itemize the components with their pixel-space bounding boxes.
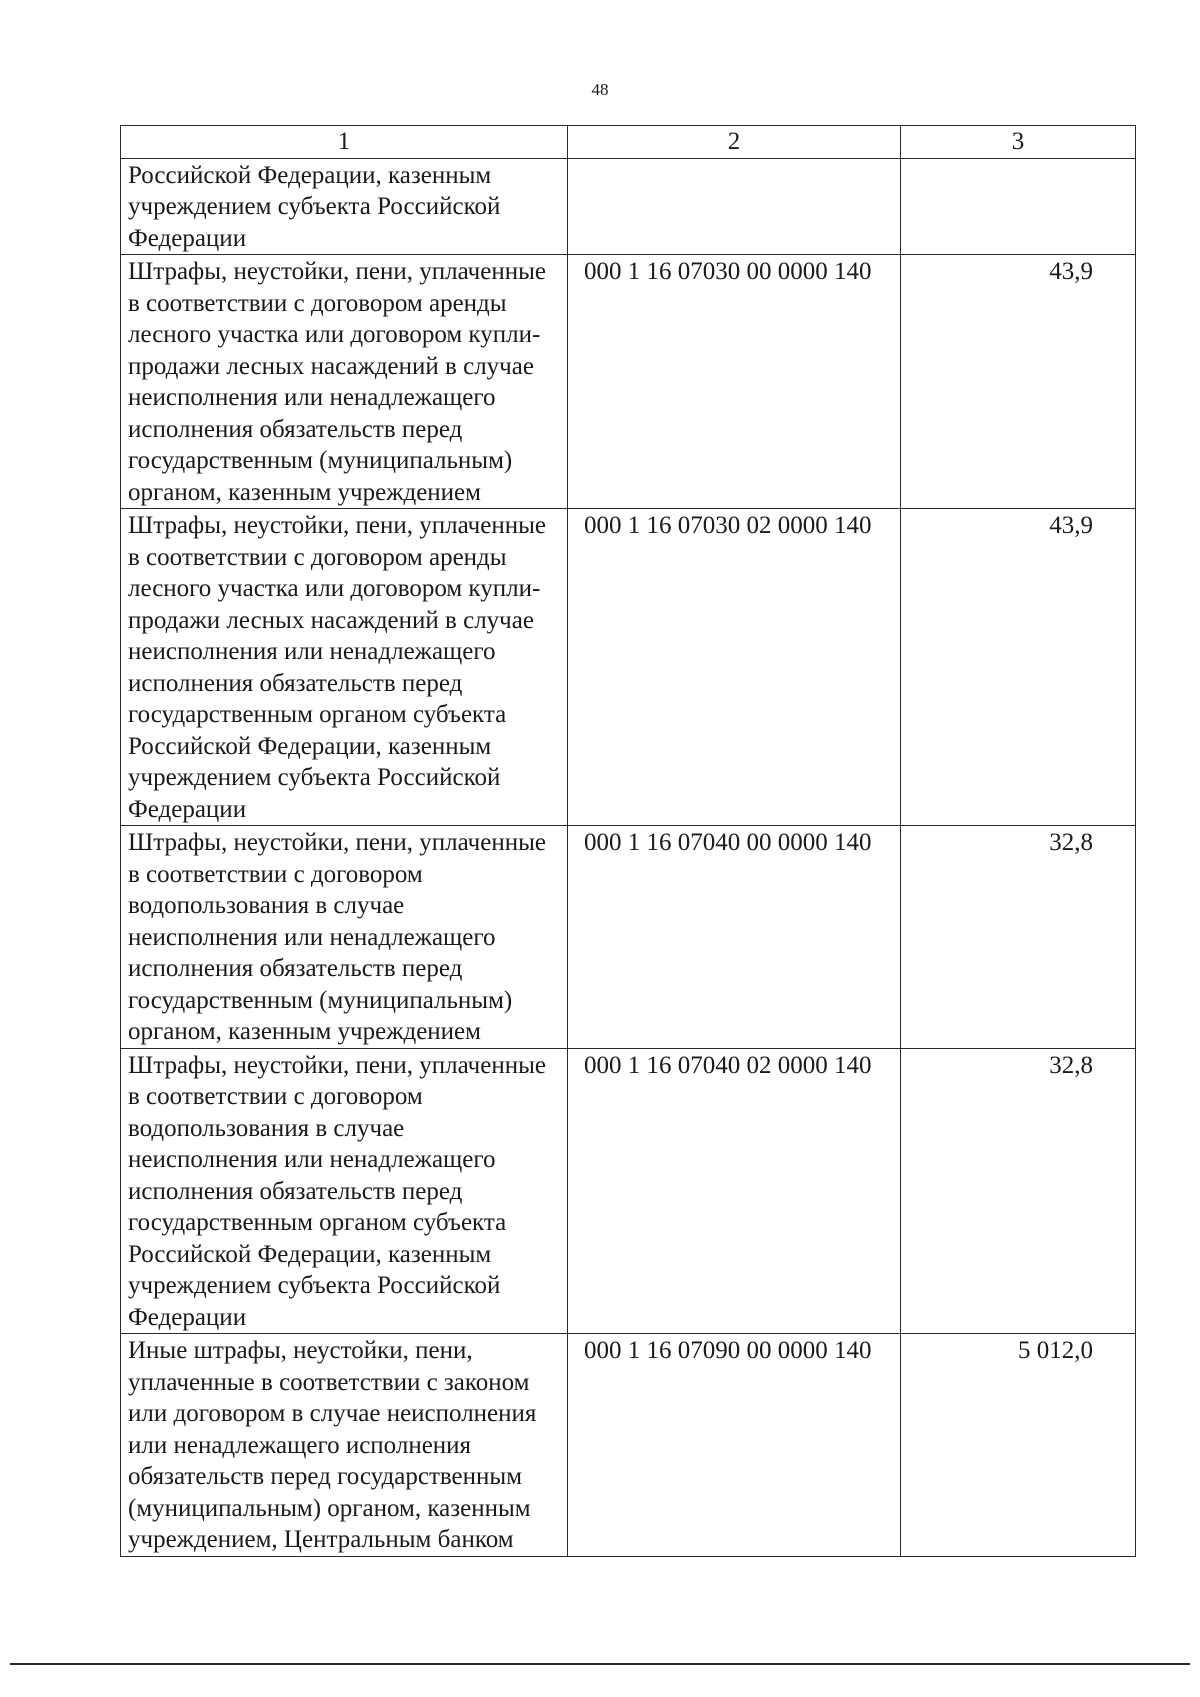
code-cell: 000 1 16 07040 00 0000 140 [568, 826, 901, 1049]
description-line: в соответствии с договором [128, 1083, 423, 1110]
description-line: Штрафы, неустойки, пени, уплаченные [128, 829, 546, 856]
description-line: Иные штрафы, неустойки, пени, [128, 1337, 473, 1364]
code-cell: 000 1 16 07030 00 0000 140 [568, 255, 901, 509]
description-line: Федерации [128, 224, 247, 252]
description-line: в соответствии с договором аренды [128, 543, 507, 571]
description-line: органом, казенным учреждением [128, 1018, 481, 1045]
description-line: учреждением субъекта Российской [128, 1272, 501, 1299]
description-line: (муниципальным) органом, казенным [128, 1494, 531, 1522]
description-line: лесного участка или договором купли- [128, 321, 541, 348]
description-line: органом, казенным учреждением [128, 478, 481, 506]
description-line: Штрафы, неустойки, пени, уплаченные [128, 258, 546, 285]
description-line: в соответствии с договором аренды [128, 289, 507, 317]
amount-cell: 43,9 [901, 255, 1136, 509]
code-cell: 000 1 16 07040 02 0000 140 [568, 1048, 901, 1334]
description-line: Российской Федерации, казенным [128, 1240, 492, 1268]
amount-cell: 32,8 [901, 1048, 1136, 1334]
description-line: Российской Федерации, казенным [128, 161, 492, 189]
description-cell [121, 1048, 568, 1334]
page-number: 48 [591, 80, 609, 99]
description-line: учреждением субъекта Российской [128, 193, 501, 220]
description-line: исполнения обязательств перед [128, 1177, 463, 1205]
description-line: исполнения обязательств перед [128, 669, 463, 697]
description-line: Федерации [128, 795, 247, 823]
description-line: учреждением субъекта Российской [128, 764, 501, 791]
amount-cell [901, 158, 1136, 255]
table-row [121, 826, 1136, 1049]
code-cell: 000 1 16 07090 00 0000 140 [568, 1334, 901, 1557]
description-line: Российской Федерации, казенным [128, 732, 492, 760]
description-line: или договором в случае неисполнения [128, 1400, 537, 1427]
description-line: или ненадлежащего исполнения [128, 1431, 472, 1459]
description-line: государственным органом субъекта [128, 1209, 507, 1236]
budget-table [120, 125, 1136, 1557]
table-header-row [121, 126, 1136, 159]
description-line: неисполнения или ненадлежащего [128, 638, 496, 665]
description-line: лесного участка или договором купли- [128, 575, 541, 602]
description-line: уплаченные в соответствии с законом [128, 1368, 530, 1396]
bottom-divider [10, 1663, 1190, 1665]
description-line: продажи лесных насаждений в случае [128, 352, 534, 380]
amount-cell: 5 012,0 [901, 1334, 1136, 1557]
description-cell [121, 509, 568, 826]
description-cell [121, 255, 568, 509]
description-line: продажи лесных насаждений в случае [128, 606, 534, 634]
amount-cell: 43,9 [901, 509, 1136, 826]
table-row [121, 1048, 1136, 1334]
column-header-2: 2 [568, 126, 901, 159]
table-row [121, 255, 1136, 509]
description-line: учреждением, Центральным банком [128, 1526, 514, 1553]
table-row [121, 1334, 1136, 1557]
description-cell [121, 826, 568, 1049]
column-header-1: 1 [121, 126, 568, 159]
code-cell [568, 158, 901, 255]
description-line: неисполнения или ненадлежащего [128, 1146, 496, 1173]
code-cell: 000 1 16 07030 02 0000 140 [568, 509, 901, 826]
table-row [121, 158, 1136, 255]
description-line: исполнения обязательств перед [128, 955, 463, 982]
description-line: государственным (муниципальным) [128, 447, 513, 474]
description-line: водопользования в случае [128, 892, 405, 919]
description-line: исполнения обязательств перед [128, 415, 463, 443]
description-line: Федерации [128, 1303, 247, 1331]
amount-cell: 32,8 [901, 826, 1136, 1049]
column-header-3: 3 [901, 126, 1136, 159]
table-row [121, 509, 1136, 826]
description-line: Штрафы, неустойки, пени, уплаченные [128, 512, 546, 539]
description-line: обязательств перед государственным [128, 1463, 523, 1490]
description-line: неисполнения или ненадлежащего [128, 923, 496, 951]
description-line: в соответствии с договором [128, 860, 423, 888]
description-line: Штрафы, неустойки, пени, уплаченные [128, 1051, 546, 1079]
description-line: государственным органом субъекта [128, 701, 507, 728]
description-cell [121, 158, 568, 255]
description-line: неисполнения или ненадлежащего [128, 384, 496, 411]
description-line: государственным (муниципальным) [128, 986, 513, 1014]
description-cell [121, 1334, 568, 1557]
description-line: водопользования в случае [128, 1114, 405, 1142]
